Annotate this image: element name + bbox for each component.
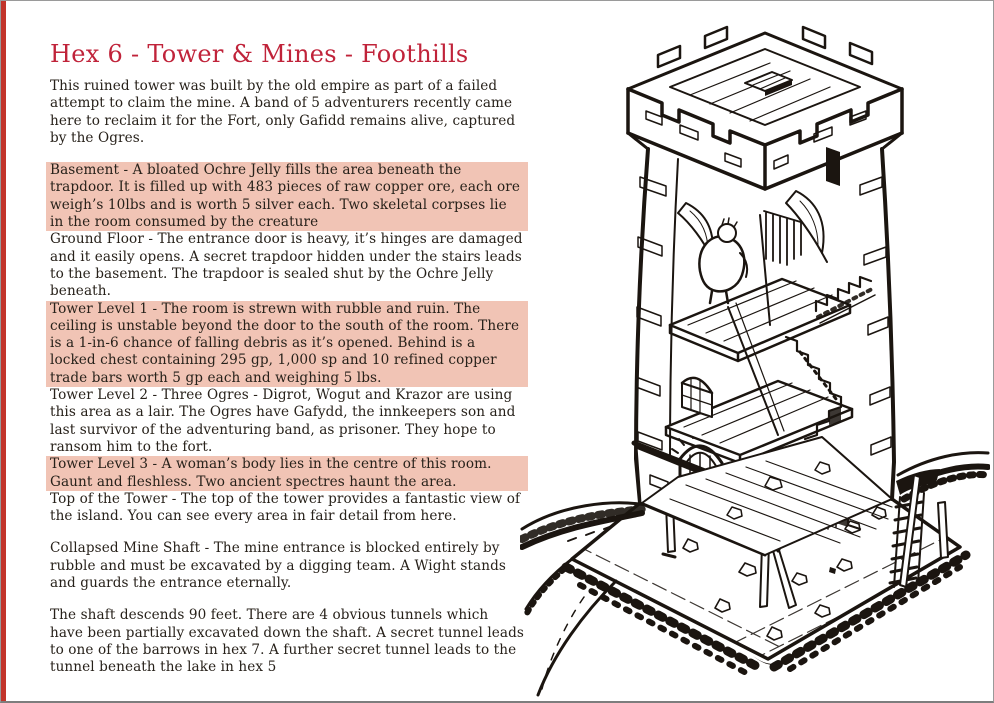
tower-body xyxy=(628,27,902,555)
paragraph: Collapsed Mine Shaft - The mine entrance is blocked entirely by rubble and must be excavated by a digging team. A Wight stands and guards the entrance eternally. xyxy=(50,540,506,592)
edge-hatching xyxy=(566,567,762,669)
paragraph: Tower Level 2 - Three Ogres - Digrot, Wogut and Krazor are using this area as a lair. The Ogres have Gafydd, the innkeepers son and last survivor of the adventuring band, as prisoner. They hope to ransom him to the fort. xyxy=(50,387,516,455)
paragraph: The shaft descends 90 feet. There are 4 obvious tunnels which have been partially excavated down the shaft. A secret tunnel leads to one of the barrows in hex 7. A further secret tunnel leads to the tunnel beneath the lake in hex 5 xyxy=(50,607,524,676)
page-title: Hex 6 - Tower & Mines - Foothills xyxy=(50,40,469,68)
paragraph: Ground Floor - The entrance door is heavy, it’s hinges are damaged and it easily opens. A secret trapdoor hidden under the stairs leads to the basement. The trapdoor is sealed shut by the Ochre Jelly beneath. xyxy=(50,231,523,300)
paragraph: Basement - A bloated Ochre Jelly fills the area beneath the trapdoor. It is filled up with 483 pieces of raw copper ore, each ore weigh’s 10lbs and is worth 5 silver each. Two skeletal corpses lie in the room consumed by the creature xyxy=(50,162,524,231)
paragraph-list xyxy=(50,78,524,677)
paragraph: Tower Level 1 - The room is strewn with rubble and ruin. The ceiling is unstable beyond the door to the south of the room. There is a 1-in-6 chance of falling debris as it’s opened. Behind is a locked chest containing 295 gp, 1,000 sp and 10 refined copper trade bars worth 5 gp each and weighing 5 lbs. xyxy=(50,301,524,387)
tower-illustration xyxy=(520,6,990,698)
text-column xyxy=(50,40,524,677)
paragraph: Tower Level 3 - A woman’s body lies in the centre of this room. Gaunt and fleshless. Two ancient spectres haunt the area. xyxy=(50,456,524,491)
paragraph: This ruined tower was built by the old empire as part of a failed attempt to claim the mine. A band of 5 adventurers recently came here to reclaim it for the Fort, only Gafidd remains alive, captured by the Ogres. xyxy=(50,78,516,146)
paragraph: Top of the Tower - The top of the tower provides a fantastic view of the island. You can see every area in fair detail from here. xyxy=(50,490,521,525)
left-accent-stripe xyxy=(0,0,6,703)
